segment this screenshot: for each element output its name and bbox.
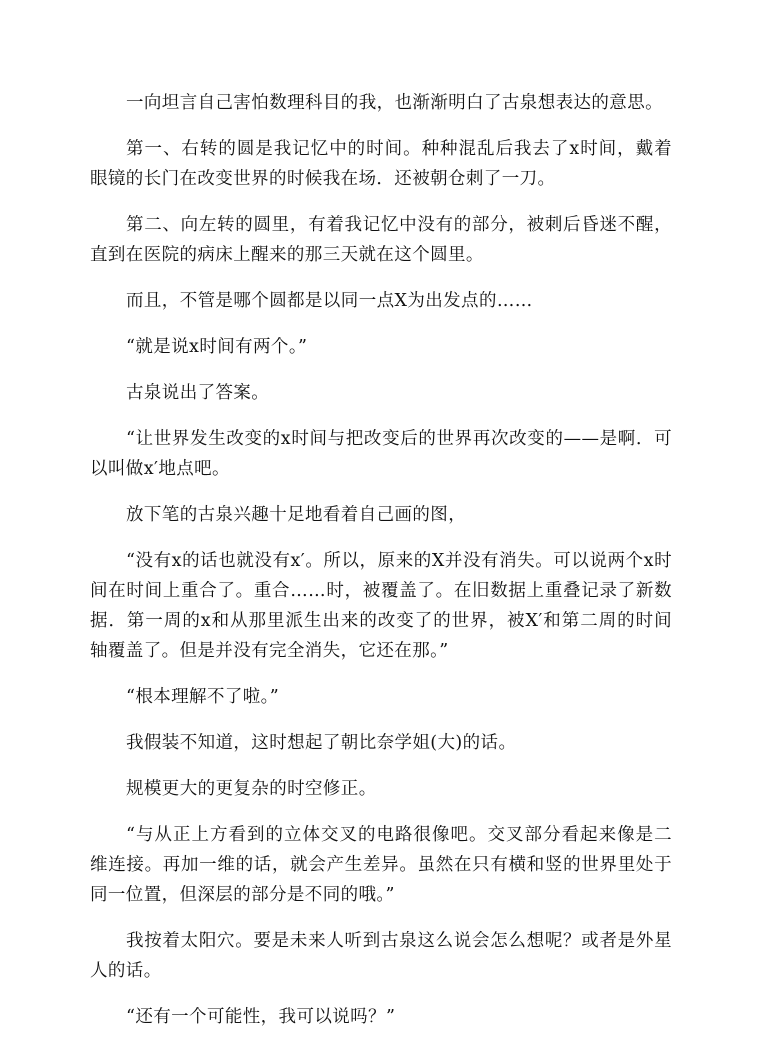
paragraph-3: 第二、向左转的圆里，有着我记忆中没有的部分，被刺后昏迷不醒，直到在医院的病床上醒来的那三天就在这个圆里。 [90, 215, 672, 265]
paragraph-7: “让世界发生改变的x时间与把改变后的世界再次改变的——是啊．可以叫做x′地点吧。 [90, 429, 672, 479]
paragraph-1: 一向坦言自己害怕数理科目的我，也渐渐明白了古泉想表达的意思。 [126, 93, 663, 113]
paragraph-5: “就是说x时间有两个。” [126, 337, 308, 357]
paragraph-9: “没有x的话也就没有x′。所以，原来的X并没有消失。可以说两个x时间在时间上重合了。重合……时，被覆盖了。在旧数据上重叠记录了新数据．第一周的x和从那里派生出来的改变了的世界，被X′和第二周的时间轴覆盖了。但是并没有完全消失，它还在那。” [90, 551, 672, 661]
paragraph-4: 而且，不管是哪个圆都是以同一点X为出发点的…… [126, 291, 533, 311]
paragraph-12: 规模更大的更复杂的时空修正。 [126, 779, 377, 799]
paragraph-14: 我按着太阳穴。要是未来人听到古泉这么说会怎么想呢？或者是外星人的话。 [90, 931, 672, 981]
paragraph-2: 第一、右转的圆是我记忆中的时间。种种混乱后我去了x时间，戴着眼镜的长门在改变世界的时候我在场．还被朝仓刺了一刀。 [90, 139, 672, 189]
paragraph-6: 古泉说出了答案。 [126, 383, 270, 403]
paragraph-13: “与从正上方看到的立体交叉的电路很像吧。交叉部分看起来像是二维连接。再加一维的话，就会产生差异。虽然在只有横和竖的世界里处于同一位置，但深层的部分是不同的哦。” [90, 825, 672, 905]
paragraph-8: 放下笔的古泉兴趣十足地看着自己画的图， [126, 505, 467, 525]
paragraph-15: “还有一个可能性，我可以说吗？” [126, 1007, 396, 1027]
paragraph-10: “根本理解不了啦。” [126, 687, 280, 707]
document-body [90, 88, 672, 1048]
paragraph-11: 我假装不知道，这时想起了朝比奈学姐(大)的话。 [126, 733, 517, 753]
